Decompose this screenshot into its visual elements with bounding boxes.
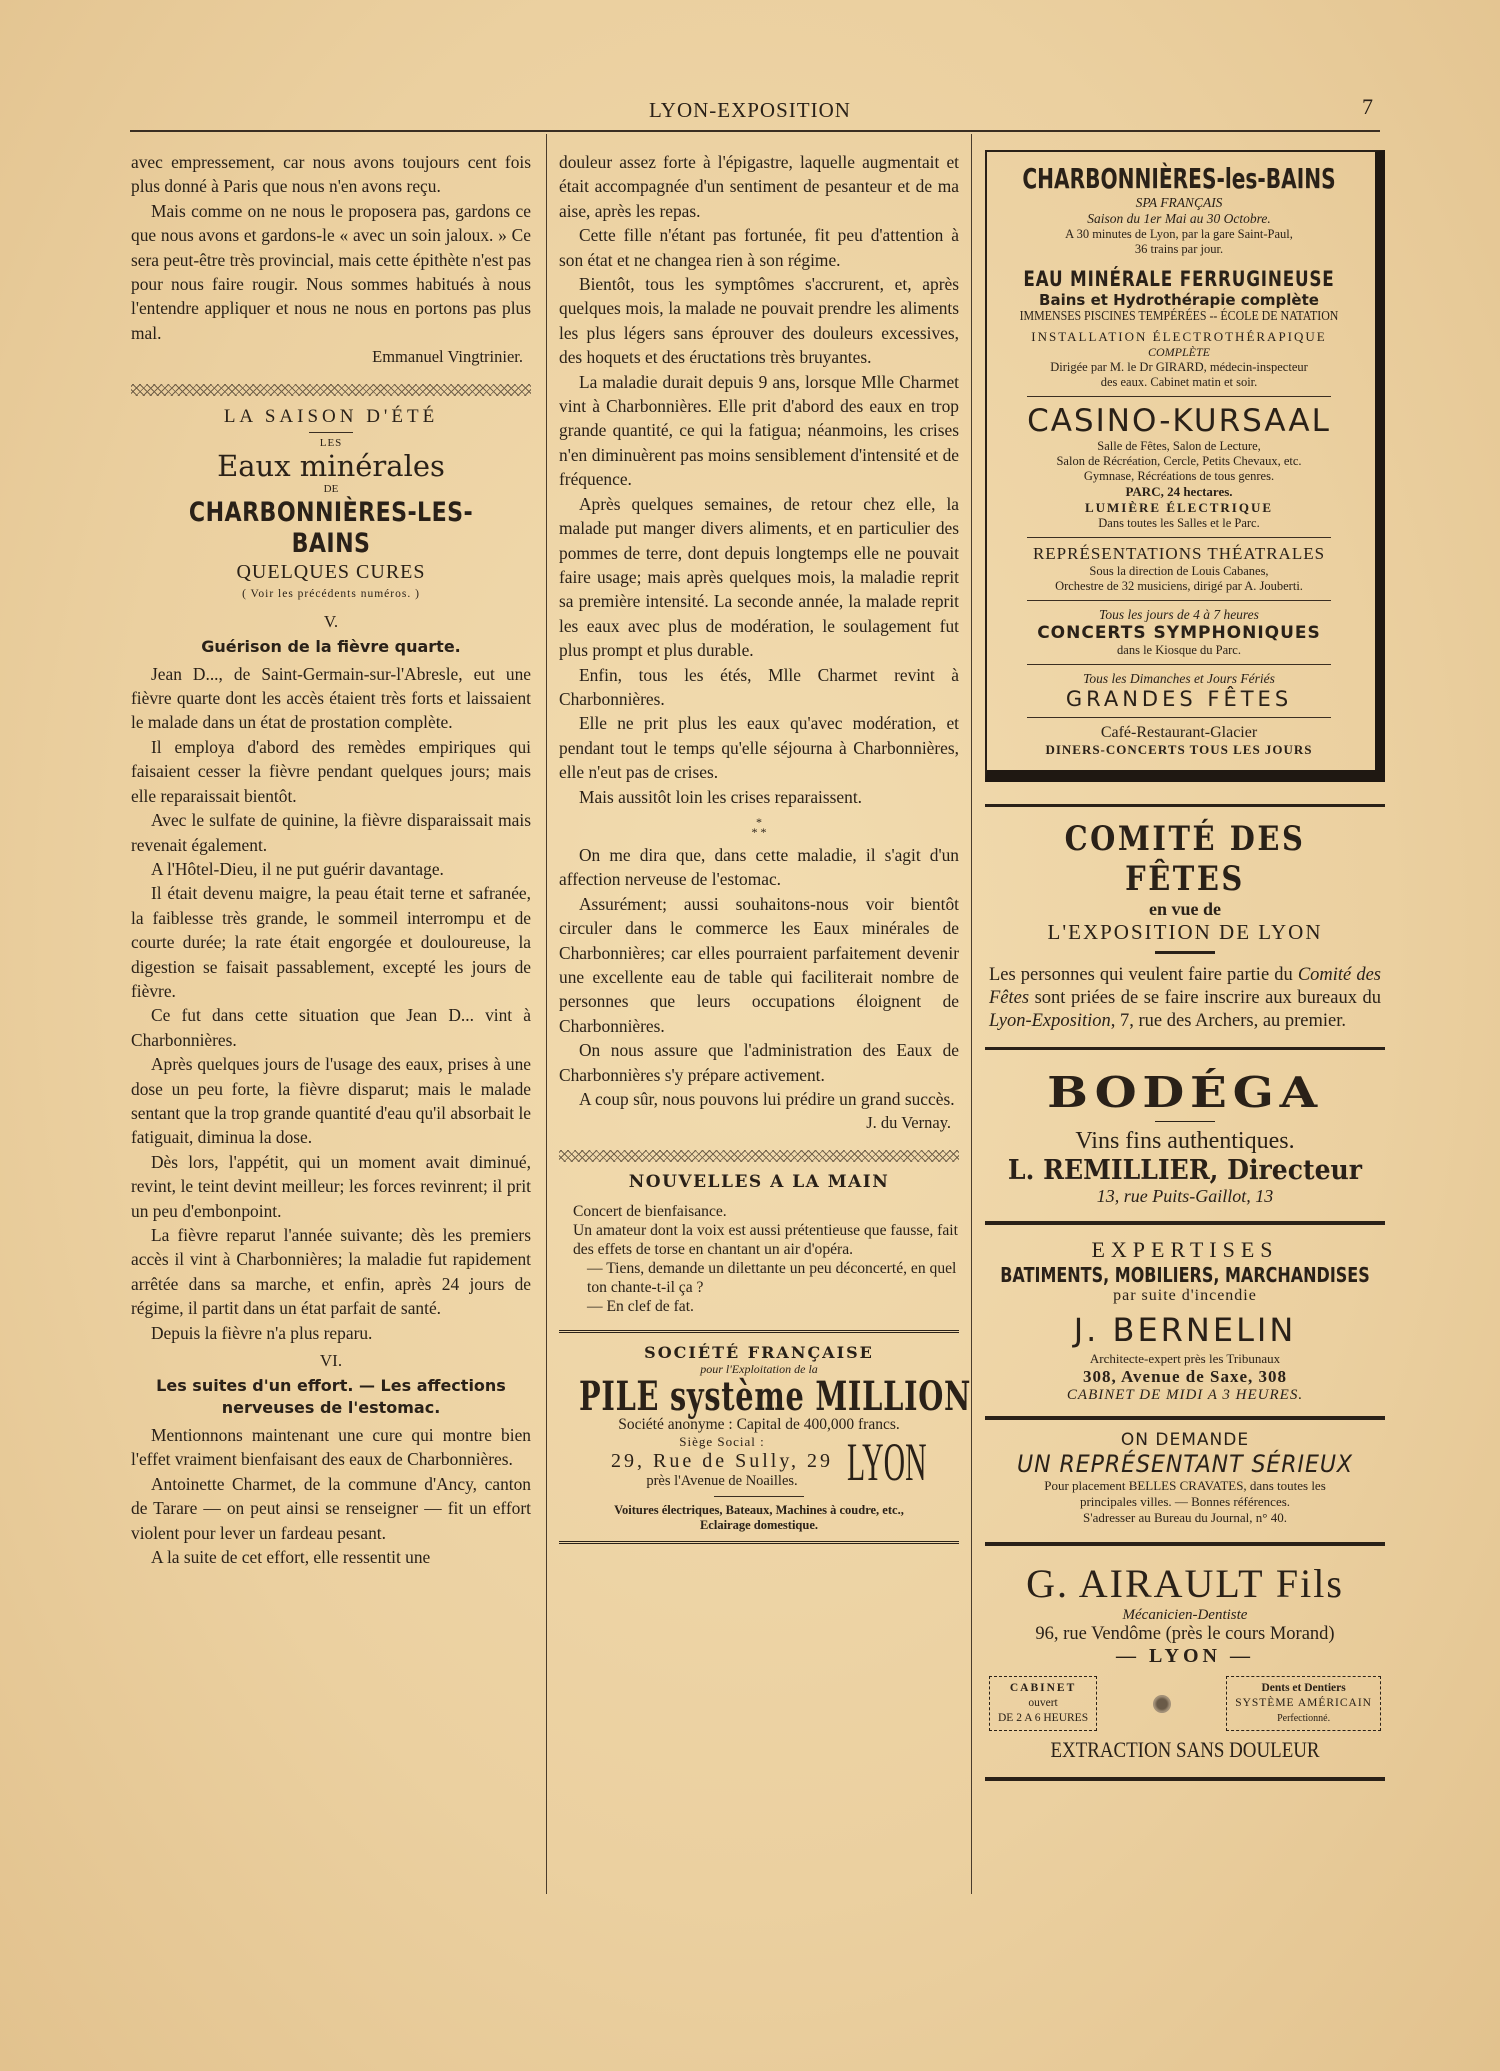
paragraph: Après quelques jours de l'usage des eaux, prises à une dose un peu forte, la fièvre disparut; mais le malade sentant que la trop grande quantité d'eau qu'il absorbait le fatiguait, diminua la dose. <box>131 1054 531 1148</box>
paragraph: Elle ne prit plus les eaux qu'avec modération, et pendant tout le temps qu'elle séjourna à Charbonnières, elle n'eut pas de crises. <box>559 713 959 783</box>
author-signature: J. du Vernay. <box>866 1113 951 1133</box>
ad-text-part: sont priées de se faire inscrire aux bureaux du <box>1029 988 1381 1008</box>
ad-title: G. AIRAULT Fils <box>1026 1561 1344 1606</box>
short-rule <box>714 1496 804 1497</box>
ad-line: dans le Kiosque du Parc. <box>1117 643 1241 657</box>
ad-text-part: Les personnes qui veulent faire partie du <box>989 965 1298 985</box>
ad-bottom-rule <box>985 1777 1385 1781</box>
ad-line: Salle de Fêtes, Salon de Lecture, <box>1097 439 1261 453</box>
paragraph: Mentionnons maintenant une cure qui montre bien l'effet vraiment bienfaisant des eaux de Charbonnières. <box>131 1425 531 1470</box>
ad-near: près l'Avenue de Noailles. <box>646 1472 798 1489</box>
section-title-block <box>131 406 531 600</box>
chapter-number: V. <box>323 611 339 631</box>
ad-line: Vins fins authentiques. <box>1075 1128 1295 1154</box>
ad-siege: Siège Social : <box>679 1433 765 1449</box>
ad-line: CONCERTS SYMPHONIQUES <box>1037 623 1321 643</box>
paragraph: Assurément; aussi souhaitons-nous voir bientôt circuler dans le commerce les Eaux minérales de Charbonnières; car elles pourraient parfaitement devenir une excellente eau de table qui faciliterait nombre de personnes que leurs occupations éloignent de Charbonnières. <box>559 893 959 1036</box>
cabinet-box <box>989 1676 1097 1731</box>
ad-title: CHARBONNIÈRES-les-BAINS <box>1022 162 1336 195</box>
seal-icon <box>1153 1695 1171 1713</box>
ad-text <box>985 964 1385 1033</box>
asterism-icon: * * * <box>751 814 767 839</box>
nouvelles-title: NOUVELLES A LA MAIN <box>628 1171 890 1192</box>
ad-line: Dans toutes les Salles et le Parc. <box>1098 516 1260 530</box>
ad-line: Mécanicien-Dentiste <box>1122 1607 1248 1623</box>
paragraph: Cette fille n'étant pas fortunée, fit peu d'attention à son état et ne changea rien à son régime. <box>559 225 959 270</box>
ad-line: GRANDES FÊTES <box>1065 687 1293 711</box>
section-place: CHARBONNIÈRES-LES-BAINS <box>188 496 474 559</box>
ad-line: Pour placement BELLES CRAVATES, dans toutes les <box>1044 1478 1326 1493</box>
ad-title: BODÉGA <box>1047 1068 1323 1117</box>
joke-line: — Tiens, demande un dilettante un peu déconcerté, en quel ton chante-t-il ça ? <box>587 1259 957 1296</box>
paragraph: Mais comme on ne nous le proposera pas, gardons ce que nous avons et gardons-le « avec un soin jaloux. » Ce sera peut-être très provincial, mais cette épithète n'est pas pour nous faire rougir. Nous sommes habitués à nous l'entendre appliquer et nous ne nous en portons pas plus mal. <box>131 200 531 343</box>
section-de: DE <box>323 482 339 495</box>
ad-line: IMMENSES PISCINES TEMPÉRÉES -- ÉCOLE DE NATATION <box>1019 309 1339 324</box>
ad-line: DINERS-CONCERTS TOUS LES JOURS <box>1045 742 1313 757</box>
ad-line: CABINET DE MIDI A 3 HEURES. <box>1066 1387 1304 1403</box>
paragraph: A coup sûr, nous pouvons lui prédire un grand succès. <box>579 1089 955 1110</box>
paragraph: A l'Hôtel-Dieu, il ne put guérir davantage. <box>151 858 444 879</box>
bodega-ad <box>985 1047 1385 1207</box>
paragraph: Avec le sulfate de quinine, la fièvre disparaissait mais revenait également. <box>131 810 531 855</box>
paragraph: Depuis la fièvre n'a plus reparu. <box>151 1322 373 1343</box>
paragraph: Dès lors, l'appétit, qui un moment avait diminué, revint, le teint devint meilleur; les forces revinrent; il prit un peu d'embonpoint. <box>131 1151 531 1221</box>
ad-line: Salon de Récréation, Cercle, Petits Chevaux, etc. <box>1056 454 1302 468</box>
section-note: ( Voir les précédents numéros. ) <box>242 587 420 600</box>
chapter-heading: Guérison de la fièvre quarte. <box>201 636 461 656</box>
ad-text-part: Comité des Fêtes <box>989 965 1381 1008</box>
column-divider-1 <box>546 134 547 1894</box>
ad-rule <box>1027 664 1331 665</box>
paragraph: On me dira que, dans cette maladie, il s'agit d'un affection nerveuse de l'estomac. <box>559 844 959 890</box>
joke-line: — En clef de fat. <box>587 1297 694 1315</box>
ad-address: 29, Rue de Sully, 29 <box>610 1449 834 1472</box>
section-title: LA SAISON D'ÉTÉ <box>223 405 439 427</box>
ad-text-part: Lyon-Exposition <box>989 1011 1111 1031</box>
ad-line: Bains et Hydrothérapie complète <box>1039 291 1319 309</box>
short-rule <box>309 432 353 433</box>
ad-line: Tous les jours de 4 à 7 heures <box>1099 607 1259 622</box>
ad-line: Sous la direction de Louis Cabanes, <box>1089 564 1269 578</box>
ad-line: Dents et Dentiers <box>1261 1682 1346 1694</box>
ad-line: Tous les Dimanches et Jours Fériés <box>1083 671 1275 686</box>
ad-line: — LYON — <box>1116 1645 1254 1667</box>
ad-product-name: PILE système MILLION <box>579 1372 972 1420</box>
ad-line: Orchestre de 32 musiciens, dirigé par A. Jouberti. <box>1055 579 1303 593</box>
airault-ad <box>985 1542 1385 1781</box>
ad-line: BATIMENTS, MOBILIERS, MARCHANDISES <box>1000 1263 1370 1287</box>
ad-line: INSTALLATION ÉLECTROTHÉRAPIQUE <box>1031 329 1327 344</box>
ad-rule <box>1027 396 1331 397</box>
pile-million-ad <box>559 1330 972 1544</box>
ad-line: SPA FRANÇAIS <box>1135 195 1223 210</box>
ad-rule <box>1027 537 1331 538</box>
ad-line: des eaux. Cabinet matin et soir. <box>1100 375 1258 389</box>
ad-company: SOCIÉTÉ FRANÇAISE <box>644 1342 874 1362</box>
ad-line: principales villes. — Bonnes références. <box>1079 1494 1291 1509</box>
chapter-heading-line: nerveuses de l'estomac. <box>221 1398 441 1418</box>
paragraph: A la suite de cet effort, elle ressentit une <box>151 1547 431 1568</box>
ad-line: 36 trains par jour. <box>1134 242 1224 256</box>
page-number: 7 <box>1362 94 1373 119</box>
paragraph: Antoinette Charmet, de la commune d'Ancy, canton de Tarare — on peut ainsi se renseigner — fit un effort violent pour lever un fardeau pesant. <box>131 1473 531 1543</box>
paragraph: Jean D..., de Saint-Germain-sur-l'Abresle, eut une fièvre quarte dont les accès étaient très forts et laissaient le malade dans un état de prostation complète. <box>131 663 531 733</box>
author-signature: Emmanuel Vingtrinier. <box>372 347 523 367</box>
charbonnieres-ad <box>985 150 1385 782</box>
ad-city-wrap <box>847 1431 927 1492</box>
ad-line: LUMIÈRE ÉLECTRIQUE <box>1084 500 1274 515</box>
ad-line: EAU MINÉRALE FERRUGINEUSE <box>1023 267 1335 291</box>
expertises-ad <box>985 1221 1385 1404</box>
section-heading: Eaux minérales <box>217 448 445 483</box>
ad-line: CASINO-KURSAAL <box>1027 403 1331 439</box>
comite-ad <box>985 804 1385 1033</box>
paragraph: La fièvre reparut l'année suivante; dès les premiers accès il vint à Charbonnières; la maladie fut rapidement arrêtée dans sa marche, et enfin, après 24 jours de régime, il partit dans un état parfait de santé. <box>131 1225 531 1319</box>
chapter-number: VI. <box>319 1351 343 1371</box>
ad-line: Architecte-expert près les Tribunaux <box>1089 1351 1281 1366</box>
ad-line: UN REPRÉSENTANT SÉRIEUX <box>1017 1450 1353 1478</box>
ad-line: REPRÉSENTATIONS THÉATRALES <box>1032 544 1326 563</box>
ad-line: SYSTÈME AMÉRICAIN <box>1235 1697 1372 1709</box>
ad-pour: pour l'Exploitation de la <box>700 1361 818 1376</box>
ad-line: 308, Avenue de Saxe, 308 <box>1082 1367 1288 1386</box>
ad-line: CABINET <box>1009 1682 1077 1694</box>
ad-products: Voitures électriques, Bateaux, Machines à coudre, etc., <box>614 1502 904 1517</box>
paragraph: La maladie durait depuis 9 ans, lorsque Mlle Charmet vint à Charbonnières. Elle prit d'abord des eaux en trop grande quantité, ce qui la fatigua; néanmoins, les crises n'en diminuèrent pas moins sensiblement d'intensité et de fréquence. <box>559 371 959 490</box>
ad-rule <box>1027 600 1331 601</box>
ad-line: par suite d'incendie <box>1113 1287 1257 1304</box>
ad-title: EXPERTISES <box>1091 1237 1279 1262</box>
ad-line: L'EXPOSITION DE LYON <box>1047 920 1323 944</box>
column-3 <box>985 150 1385 1781</box>
demande-ad <box>985 1416 1385 1526</box>
paragraph: On nous assure que l'administration des Eaux de Charbonnières s'y prépare activement. <box>559 1040 959 1085</box>
ad-text-part: , 7, rue des Archers, au premier. <box>1110 1011 1347 1031</box>
paragraph: Bientôt, tous les symptômes s'accrurent, et, après quelques mois, la malade ne pouvait prendre les aliments les plus légers sans éprouver des douleurs excessives, des hoquets et des éructations très bruyantes. <box>559 274 959 368</box>
ad-line: Café-Restaurant-Glacier <box>1100 724 1258 741</box>
dentiers-box <box>1226 1676 1381 1731</box>
paragraph: Il employa d'abord des remèdes empiriques qui faisaient cesser la fièvre pendant quelques jours; mais elle reparaissait bientôt. <box>131 736 531 806</box>
ad-city: LYON <box>847 1431 927 1492</box>
ad-line: A 30 minutes de Lyon, par la gare Saint-Paul, <box>1065 227 1293 241</box>
section-les: LES <box>319 436 343 449</box>
chapter-heading <box>131 1375 531 1419</box>
ad-address-block <box>611 1434 833 1490</box>
joke-line: Un amateur dont la voix est aussi prétentieuse que fausse, fait des effets de torse en chantant un air d'opéra. <box>573 1221 958 1258</box>
ad-line: Gymnase, Récréations de tous genres. <box>1083 469 1275 483</box>
ad-line: ouvert <box>1028 1697 1058 1709</box>
ad-products: Eclairage domestique. <box>699 1517 819 1532</box>
ad-line: Saison du 1er Mai au 30 Octobre. <box>1087 211 1271 226</box>
ad-line: DE 2 A 6 HEURES <box>998 1712 1089 1724</box>
column-2 <box>559 150 972 1544</box>
paragraph: Enfin, tous les étés, Mlle Charmet revint à Charbonnières. <box>559 664 959 709</box>
ad-line: 96, rue Vendôme (près le cours Morand) <box>1035 1624 1335 1644</box>
paragraph: avec empressement, car nous avons toujours cent fois plus donné à Paris que nous n'en avons reçu. <box>131 152 531 197</box>
ornament-divider <box>131 384 531 396</box>
short-rule <box>1155 951 1215 954</box>
column-divider-2 <box>971 134 972 1894</box>
column-1 <box>131 150 531 1569</box>
ad-line: S'adresser au Bureau du Journal, n° 40. <box>1083 1510 1287 1525</box>
paragraph: douleur assez forte à l'épigastre, laquelle augmentait et était accompagnée d'un sentiment de pesanteur et de ma aise, après les repas. <box>559 152 959 221</box>
paragraph: Il était devenu maigre, la peau était terne et safranée, la faiblesse très grande, le sommeil interrompu et de courte durée; la rate était engorgée et douloureuse, la digestion se faisait passablement, excepté les jours de fièvre. <box>131 883 531 1001</box>
ad-line: EXTRACTION SANS DOULEUR <box>1050 1737 1320 1762</box>
page-header-title: LYON-EXPOSITION <box>649 98 851 122</box>
short-rule <box>1155 1121 1215 1122</box>
ad-line: 13, rue Puits-Gaillot, 13 <box>1096 1186 1274 1206</box>
nouvelles-section <box>559 1172 959 1316</box>
chapter-heading-line: Les suites d'un effort. — Les affections <box>156 1376 506 1396</box>
ad-title: ON DEMANDE <box>1120 1430 1250 1450</box>
ad-line: J. BERNELIN <box>1073 1311 1297 1349</box>
ad-line: L. REMILLIER, Directeur <box>1007 1155 1363 1186</box>
paragraph: Ce fut dans cette situation que Jean D... vint à Charbonnières. <box>131 1005 531 1050</box>
ad-capital: Société anonyme : Capital de 400,000 francs. <box>618 1415 900 1433</box>
ad-address-row <box>569 1431 949 1492</box>
ad-rule <box>1027 717 1331 718</box>
ad-boxes-row <box>985 1676 1385 1731</box>
paragraph: Mais aussitôt loin les crises reparaissent. <box>579 786 863 807</box>
joke-line: Concert de bienfaisance. <box>573 1202 727 1220</box>
ad-line: PARC, 24 hectares. <box>1125 484 1233 499</box>
ad-line: Perfectionné. <box>1277 1713 1331 1724</box>
header-rule <box>130 130 1380 132</box>
ad-line: Dirigée par M. le Dr GIRARD, médecin-inspecteur <box>1050 360 1308 374</box>
paragraph: Après quelques semaines, de retour chez elle, la malade put manger divers aliments, et en particulier des pommes de terre, dont depuis longtemps elle ne pouvait faire usage; mais après quelques mois, la maladie reprit sa première intensité. La seconde année, la malade reprit les eaux avec plus de modération, le soulagement fut plus prompt et plus durable. <box>559 493 959 661</box>
ad-line: en vue de <box>1149 899 1221 919</box>
section-subtitle: QUELQUES CURES <box>236 560 426 583</box>
ornament-divider <box>559 1150 959 1162</box>
ad-line: COMPLÈTE <box>1147 345 1210 359</box>
ad-title: COMITÉ DES FÊTES <box>1064 819 1306 899</box>
